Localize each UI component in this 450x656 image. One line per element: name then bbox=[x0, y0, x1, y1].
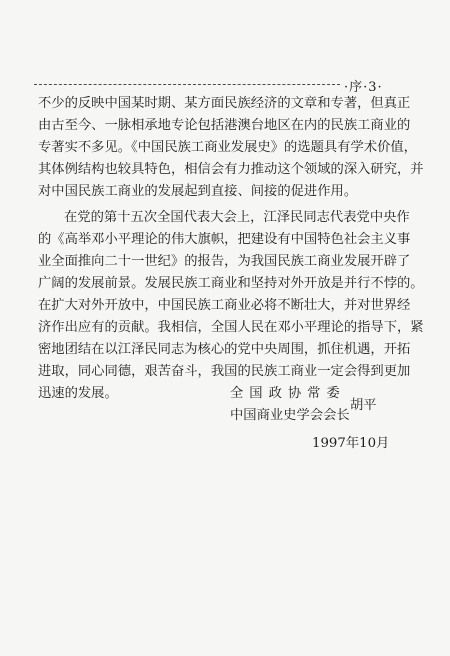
signature-date: 1997年10月 bbox=[312, 436, 390, 451]
text-line: 不少的反映中国某时期、某方面民族经济的文章和专著，但真正 bbox=[38, 96, 411, 111]
text-line: 业全面推向二十一世纪》的报告，为我国民族工商业发展开辟了 bbox=[38, 254, 411, 269]
signature-title-1: 全国政协常委 bbox=[230, 386, 346, 401]
page-header-label: ·序·3· bbox=[344, 80, 383, 95]
text-line: 的《高举邓小平理论的伟大旗帜，把建设有中国特色社会主义事 bbox=[38, 232, 411, 247]
text-line: 其体例结构也较具特色，相信会有力推动这个领域的深入研究，并 bbox=[38, 162, 424, 177]
signature-name: 胡平 bbox=[350, 398, 377, 413]
text-line: 进取，同心同德，艰苦奋斗，我国的民族工商业一定会得到更加 bbox=[38, 364, 411, 379]
text-line: 在党的第十五次全国代表大会上，江泽民同志代表党中央作 bbox=[64, 210, 410, 225]
signature-title-2: 中国商业史学会会长 bbox=[230, 408, 350, 423]
text-line: 密地团结在以江泽民同志为核心的党中央周围，抓住机遇，开拓 bbox=[38, 342, 411, 357]
header-rule bbox=[34, 84, 340, 85]
text-line: 在扩大对外开放中，中国民族工商业必将不断壮大，并对世界经 bbox=[38, 298, 411, 313]
text-line: 对中国民族工商业的发展起到直接、间接的促进作用。 bbox=[38, 184, 358, 199]
text-line: 由古至今、一脉相承地专论包括港澳台地区在内的民族工商业的 bbox=[38, 118, 411, 133]
text-line: 专著实不多见。《中国民族工商业发展史》的选题具有学术价值， bbox=[38, 140, 417, 155]
text-line: 广阔的发展前景。发展民族工商业和坚持对外开放是并行不悖的。 bbox=[38, 276, 424, 291]
text-line: 济作出应有的贡献。我相信，全国人民在邓小平理论的指导下，紧 bbox=[38, 320, 424, 335]
text-line: 迅速的发展。 bbox=[38, 386, 118, 401]
